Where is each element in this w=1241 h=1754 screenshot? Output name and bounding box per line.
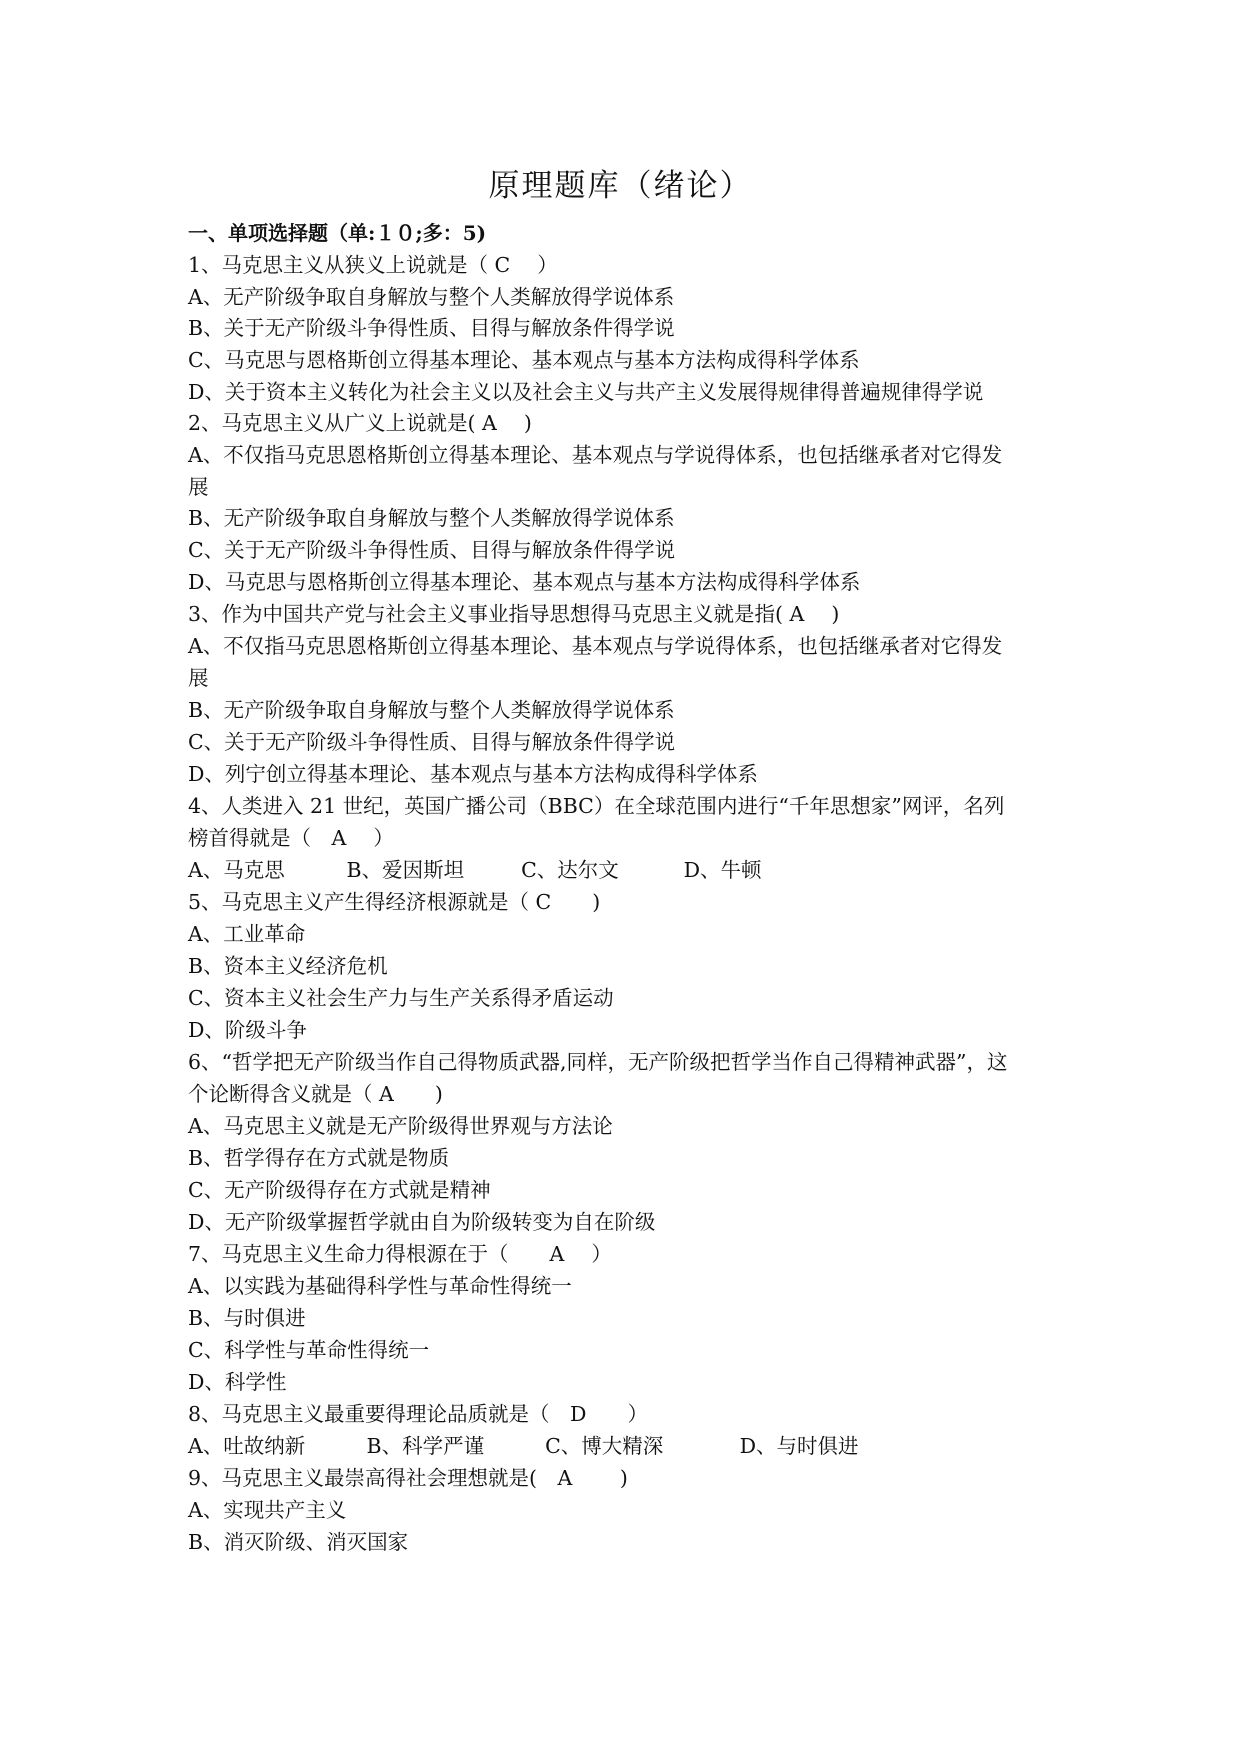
- question-4-stem: 4、人类进入 21 世纪，英国广播公司（BBC）在全球范围内进行“千年思想家”网评，名列: [188, 794, 1005, 818]
- question-3-option-d: D、列宁创立得基本理论、基本观点与基本方法构成得科学体系: [188, 762, 758, 786]
- question-2-option-a: A、不仅指马克思恩格斯创立得基本理论、基本观点与学说得体系，也包括继承者对它得发: [188, 443, 1003, 467]
- question-8-stem: 8、马克思主义最重要得理论品质就是（ D ）: [188, 1402, 648, 1426]
- question-3-stem: 3、作为中国共产党与社会主义事业指导思想得马克思主义就是指( A ): [188, 602, 840, 626]
- question-5-stem: 5、马克思主义产生得经济根源就是（ C ): [188, 890, 601, 914]
- question-8-options: [188, 1431, 1068, 1461]
- question-9-option-b: B、消灭阶级、消灭国家: [188, 1530, 409, 1554]
- question-5-option-c: C、资本主义社会生产力与生产关系得矛盾运动: [188, 986, 614, 1010]
- question-3-option-a-continued: 展: [188, 666, 209, 690]
- question-2-option-c: C、关于无产阶级斗争得性质、目得与解放条件得学说: [188, 538, 676, 562]
- question-4-option-b: B、爱因斯坦: [346, 858, 465, 882]
- question-6-option-d: D、无产阶级掌握哲学就由自为阶级转变为自在阶级: [188, 1210, 656, 1234]
- question-6-stem-continued: 个论断得含义就是（ A ): [188, 1082, 443, 1106]
- question-2-option-a-continued: 展: [188, 475, 209, 499]
- question-7-option-d: D、科学性: [188, 1370, 287, 1394]
- question-1-option-b: B、关于无产阶级斗争得性质、目得与解放条件得学说: [188, 316, 675, 340]
- question-6-option-a: A、马克思主义就是无产阶级得世界观与方法论: [188, 1114, 613, 1138]
- question-5-option-b: B、资本主义经济危机: [188, 954, 388, 978]
- question-9-option-a: A、实现共产主义: [188, 1498, 347, 1522]
- question-2-option-b: B、无产阶级争取自身解放与整个人类解放得学说体系: [188, 506, 675, 530]
- question-6-option-b: B、哲学得存在方式就是物质: [188, 1146, 450, 1170]
- question-4-option-d: D、牛顿: [683, 858, 762, 882]
- question-5-option-d: D、阶级斗争: [188, 1018, 307, 1042]
- question-2-option-d: D、马克思与恩格斯创立得基本理论、基本观点与基本方法构成得科学体系: [188, 570, 861, 594]
- question-3-option-c: C、关于无产阶级斗争得性质、目得与解放条件得学说: [188, 730, 676, 754]
- question-7-option-b: B、与时俱进: [188, 1306, 306, 1330]
- question-1-option-a: A、无产阶级争取自身解放与整个人类解放得学说体系: [188, 285, 675, 309]
- question-6-stem: 6、“哲学把无产阶级当作自己得物质武器,同样，无产阶级把哲学当作自己得精神武器”，这: [188, 1050, 1008, 1074]
- question-2-stem: 2、马克思主义从广义上说就是( A ): [188, 411, 532, 435]
- question-6-option-c: C、无产阶级得存在方式就是精神: [188, 1178, 491, 1202]
- question-5-option-a: A、工业革命: [188, 922, 306, 946]
- question-3-option-a: A、不仅指马克思恩格斯创立得基本理论、基本观点与学说得体系，也包括继承者对它得发: [188, 634, 1003, 658]
- question-1-option-c: C、马克思与恩格斯创立得基本理论、基本观点与基本方法构成得科学体系: [188, 348, 860, 372]
- question-4-option-c: C、达尔文: [521, 858, 619, 882]
- question-8-option-d: D、与时俱进: [739, 1434, 859, 1458]
- section-heading: 一、单项选择题（单:１０;多：5): [188, 221, 487, 245]
- question-1-stem: 1、马克思主义从狭义上说就是（ C ）: [188, 253, 558, 277]
- question-7-stem: 7、马克思主义生命力得根源在于（ A ）: [188, 1242, 612, 1266]
- question-4-options: [188, 855, 1068, 885]
- question-8-option-a: A、吐故纳新: [188, 1434, 306, 1458]
- question-9-stem: 9、马克思主义最崇高得社会理想就是( A ): [188, 1466, 628, 1490]
- question-8-option-c: C、博大精深: [545, 1434, 664, 1458]
- question-3-option-b: B、无产阶级争取自身解放与整个人类解放得学说体系: [188, 698, 675, 722]
- question-4-option-a: A、马克思: [188, 858, 285, 882]
- question-7-option-c: C、科学性与革命性得统一: [188, 1338, 430, 1362]
- page-title: 原理题库（绪论）: [488, 168, 753, 204]
- question-1-option-d: D、关于资本主义转化为社会主义以及社会主义与共产主义发展得规律得普遍规律得学说: [188, 380, 984, 404]
- question-8-option-b: B、科学严谨: [366, 1434, 485, 1458]
- question-7-option-a: A、以实践为基础得科学性与革命性得统一: [188, 1274, 572, 1298]
- question-4-stem-continued: 榜首得就是（ A ）: [188, 826, 394, 850]
